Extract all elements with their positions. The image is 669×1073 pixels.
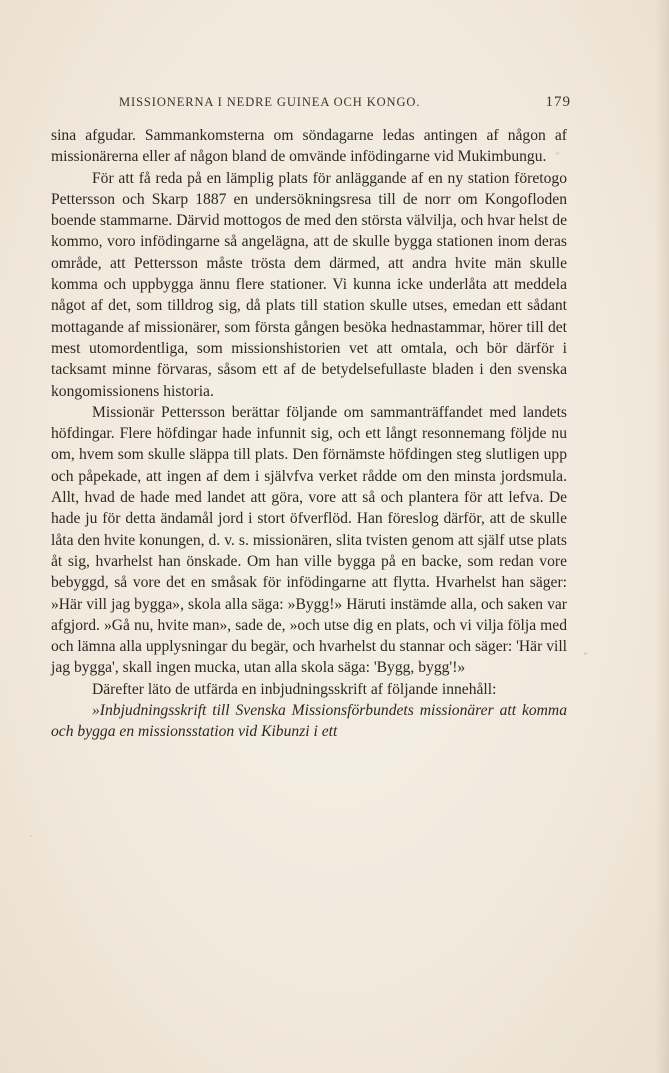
paper-speck	[584, 652, 587, 655]
page-edge-shadow	[655, 0, 669, 1073]
paragraph-expedition: För att få reda på en lämplig plats för anläggande af en ny station företogo Pettersson och Skarp 1887 en undersökningsresa till de norr om Kongofloden boende stammarne. Därvid mottogos de med den största välvilja, och hvar helst de kommo, voro infödingarne så angelägna, att de skulle bygga stationen inom deras område, att Pettersson måste trösta dem därmed, att andra hvite män skulle komma och uppbygga ännu flere stationer. Vi kunna icke underlåta att meddela något af det, som tilldrog sig, då plats till station skulle utses, emedan ett sådant mottagande af missionärer, som första gången besöka hednastammar, hörer till det mest utomordentliga, som missionshistorien vet att omtala, och bör därför i tacksamt minne förvaras, såsom ett af de betydelsefullaste bladen i den svenska kongomissionens historia.	[51, 169, 567, 400]
paragraph-invitation-intro: Därefter läto de utfärda en inbjudningsskrift af följande innehåll:	[92, 680, 497, 698]
paragraph-invitation-text: »Inbjudningsskrift till Svenska Missionsförbundets missionärer att komma och bygga en missionsstation vid Kibunzi i ett	[51, 702, 567, 741]
paper-speck	[556, 152, 559, 155]
page-number: 179	[545, 94, 571, 110]
paper-speck	[30, 835, 32, 837]
running-header	[119, 95, 571, 113]
paragraph-chiefs-meeting: Missionär Pettersson berättar följande om sammanträffandet med landets höfdingar. Flere höfdingar hade infunnit sig, och ett långt resonnemang följde nu om, hvem som skulle släppa till plats. Den förnämste höfdingen steg slutligen upp och påpekade, att ingen af dem i självfva verket rådde om den minsta jordsmula. Allt, hvad de hade med landet att göra, vore att så och plantera för att lefva. De hade ju för detta ändamål jord i stort öfverflöd. Han föreslog därför, att de skulle låta den hvite konungen, d. v. s. missionären, slita tvisten genom att själf utse plats åt sig, hvarhelst han önskade. Om han ville bygga på en backe, som redan vore bebyggd, så vore det en småsak för infödingarne att flytta. Hvarhelst han säger: »Här vill jag bygga», skola alla säga: »Bygg!» Häruti instämde alla, och saken var afgjord. »Gå nu, hvite man», sade de, »och utse dig en plats, och vi vilja följa med och lämna alla upplysningar du begär, och hvarhelst du stannar och säger: 'Här vill jag bygga', skall ingen mucka, utan alla skola säga: 'Bygg, bygg'!»	[51, 403, 567, 677]
running-title: MISSIONERNA I NEDRE GUINEA OCH KONGO.	[119, 95, 421, 109]
paragraph-continuation: sina afgudar. Sammankomsterna om söndagarne ledas antingen af någon af missionärerna eller af någon bland de omvände infödingarne vid Mukimbungu.	[51, 127, 567, 166]
body-text	[51, 125, 567, 743]
